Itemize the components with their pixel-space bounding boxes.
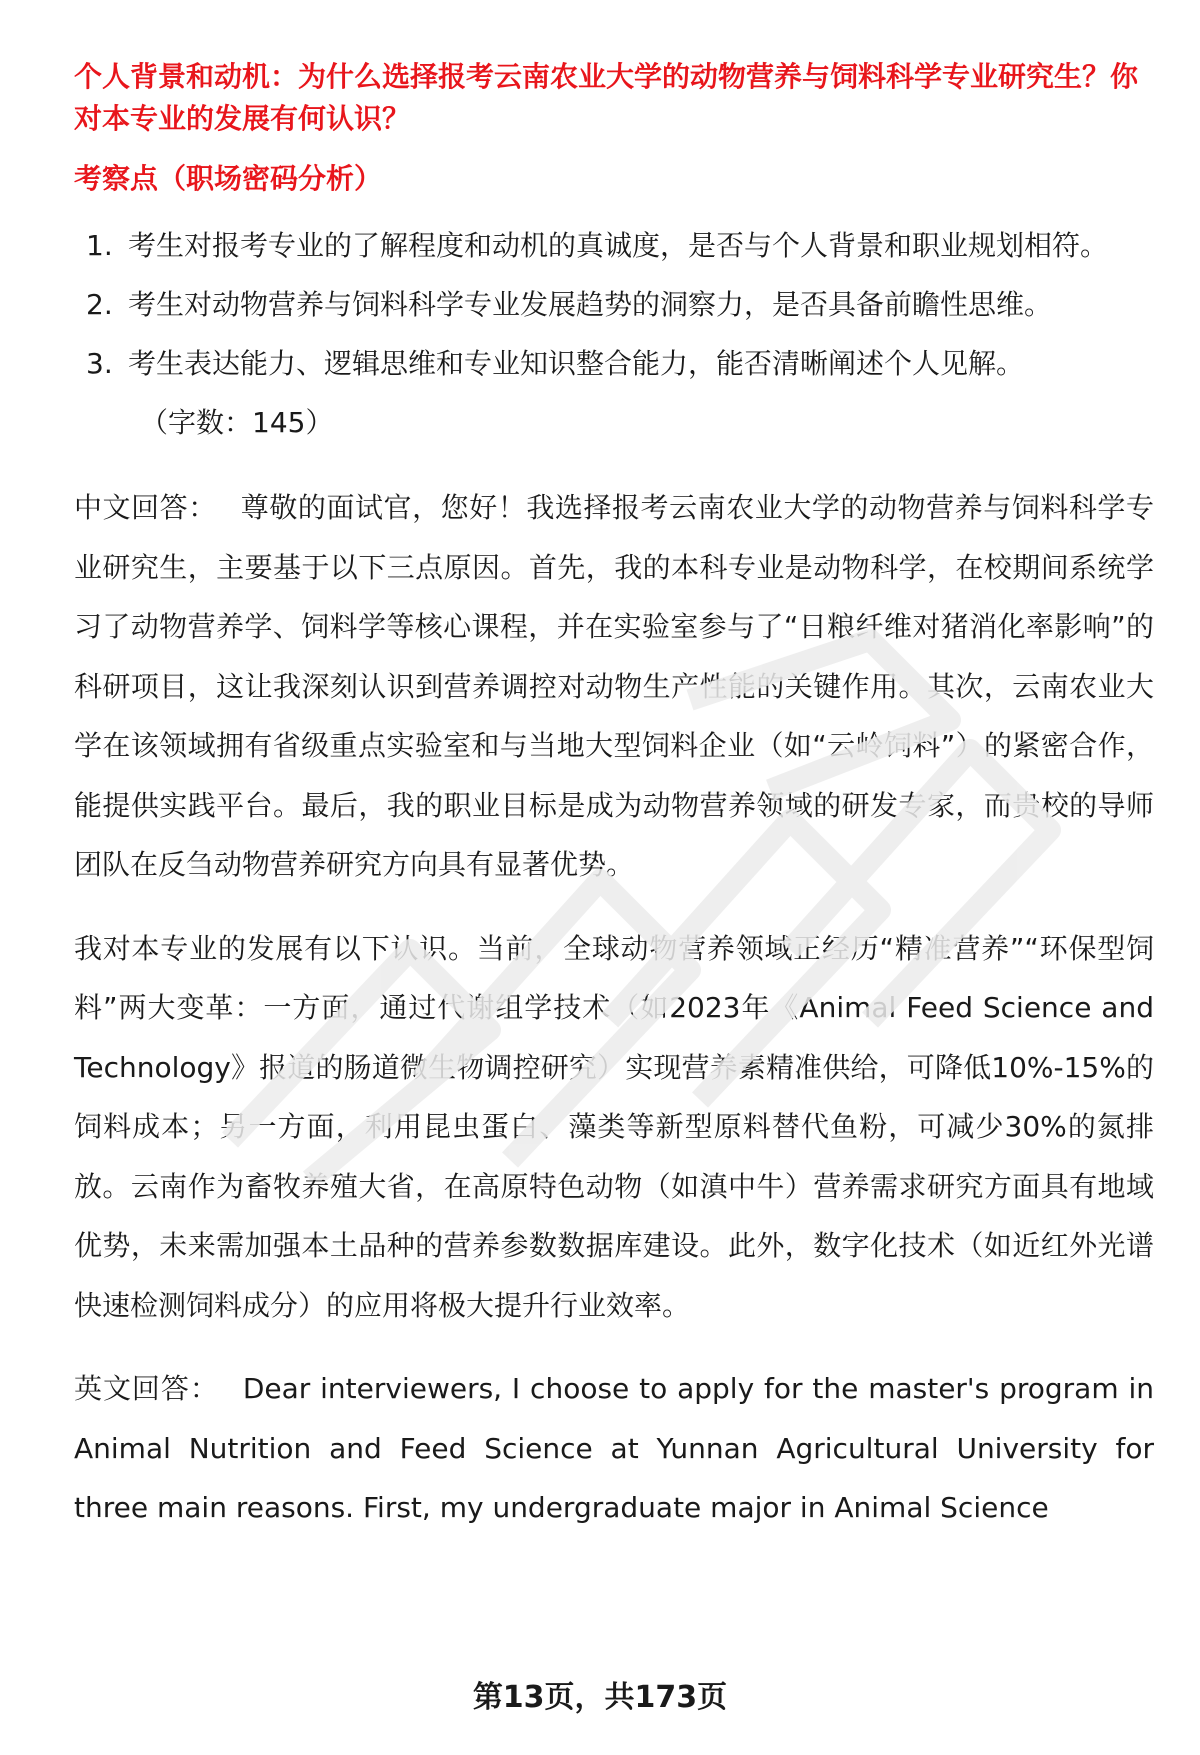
english-answer-paragraph bbox=[74, 1359, 1154, 1538]
english-answer-label: 英文回答： bbox=[74, 1372, 219, 1405]
list-item-text: 考生对报考专业的了解程度和动机的真诚度，是否与个人背景和职业规划相符。 bbox=[128, 229, 1109, 262]
list-item-text: 考生对动物营养与饲料科学专业发展趋势的洞察力，是否具备前瞻性思维。 bbox=[128, 288, 1053, 321]
list-number: 3. bbox=[86, 347, 113, 380]
chinese-answer-paragraph-1 bbox=[74, 478, 1154, 895]
chinese-answer-paragraph-2: 我对本专业的发展有以下认识。当前，全球动物营养领域正经历“精准营养”“环保型饲料”两大变革：一方面，通过代谢组学技术（如2023年《Animal Feed Science and Technology》报道的肠道微生物调控研究）实现营养素精准供给，可降低10%-15%的饲料成本；另一方面，利用昆虫蛋白、藻类等新型原料替代鱼粉，可减少30%的氮排放。云南作为畜牧养殖大省，在高原特色动物（如滇中牛）营养需求研究方面具有地域优势，未来需加强本土品种的营养参数数据库建设。此外，数字化技术（如近红外光谱快速检测饲料成分）的应用将极大提升行业效率。 bbox=[74, 931, 1154, 1322]
question-heading: 个人背景和动机：为什么选择报考云南农业大学的动物营养与饲料科学专业研究生？你对本专业的发展有何认识？ bbox=[74, 60, 1139, 135]
list-item bbox=[74, 216, 1154, 275]
page-footer: 第13页，共173页 bbox=[472, 1680, 728, 1715]
section-title: 考察点（职场密码分析） bbox=[74, 162, 383, 195]
list-number: 1. bbox=[86, 229, 113, 262]
word-count: （字数：145） bbox=[140, 406, 334, 439]
list-number: 2. bbox=[86, 288, 113, 321]
english-answer-text: Dear interviewers, I choose to apply for the master's program in Animal Nutrition and Feed Science at Yunnan Agricultural University for three main reasons. First, my undergraduate major in Animal Science bbox=[74, 1372, 1154, 1524]
document-page bbox=[74, 56, 1154, 1562]
chinese-answer-text-1: 尊敬的面试官，您好！我选择报考云南农业大学的动物营养与饲料科学专业研究生，主要基于以下三点原因。首先，我的本科专业是动物科学，在校期间系统学习了动物营养学、饲料学等核心课程，并在实验室参与了“日粮纤维对猪消化率影响”的科研项目，这让我深刻认识到营养调控对动物生产性能的关键作用。其次，云南农业大学在该领域拥有省级重点实验室和与当地大型饲料企业（如“云岭饲料”）的紧密合作，能提供实践平台。最后，我的职业目标是成为动物营养领域的研发专家，而贵校的导师团队在反刍动物营养研究方向具有显著优势。 bbox=[74, 491, 1154, 881]
chinese-answer-label: 中文回答： bbox=[74, 491, 217, 524]
list-item bbox=[74, 275, 1154, 334]
list-item-text: 考生表达能力、逻辑思维和专业知识整合能力，能否清晰阐述个人见解。 bbox=[128, 347, 1025, 380]
list-item bbox=[74, 334, 1154, 393]
assessment-points-list bbox=[74, 216, 1154, 393]
